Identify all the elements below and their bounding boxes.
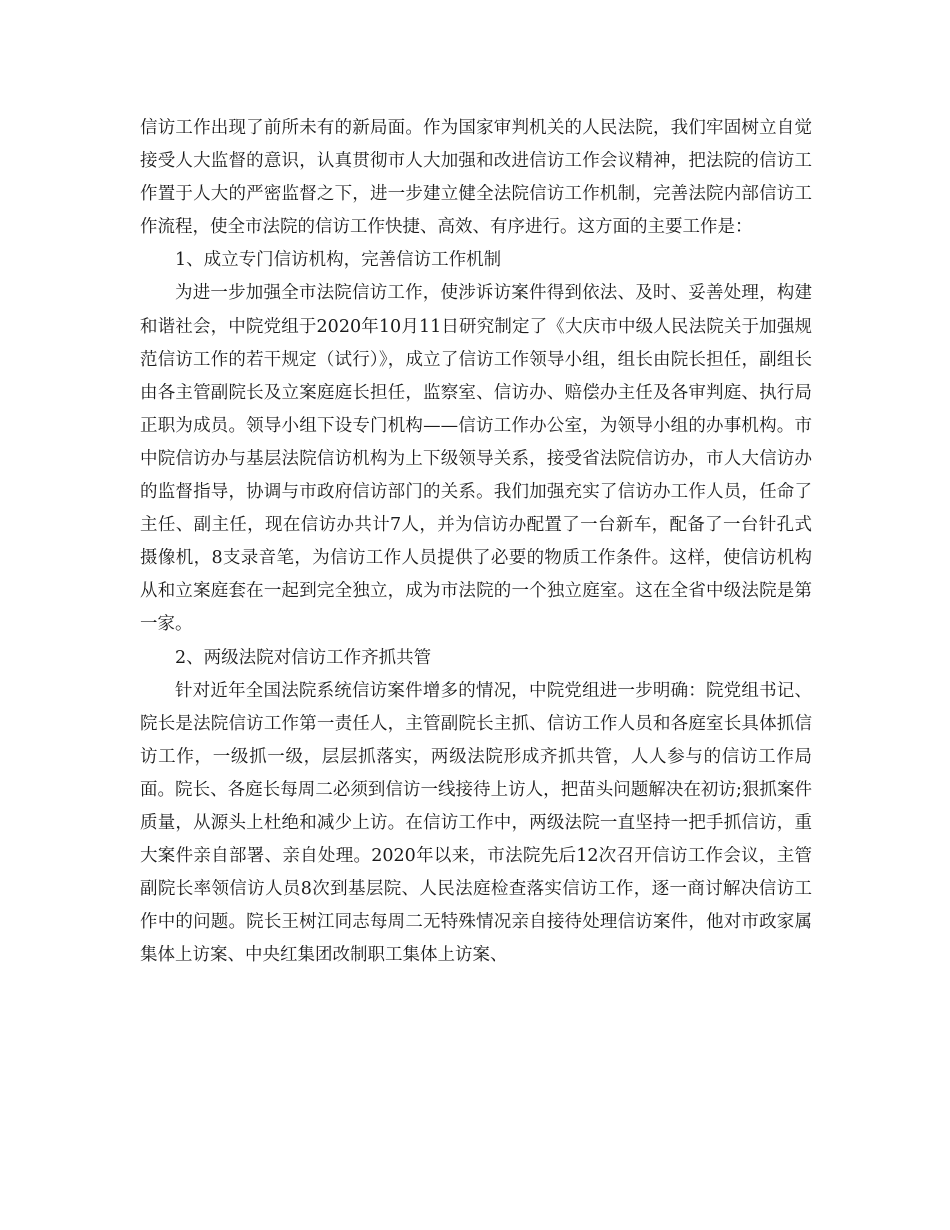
paragraph-body-1: 为进一步加强全市法院信访工作，使涉诉访案件得到依法、及时、妥善处理，构建和谐社会，中院党组于2020年10月11日研究制定了《大庆市中级人民法院关于加强规范信访工作的若干规定（试行）》，成立了信访工作领导小组，组长由院长担任，副组长由各主管副院长及立案庭庭长担任，监察室、信访办、赔偿办主任及各审判庭、执行局正职为成员。领导小组下设专门机构——信访工作办公室，为领导小组的办事机构。市中院信访办与基层法院信访机构为上下级领导关系，接受省法院信访办，市人大信访办的监督指导，协调与市政府信访部门的关系。我们加强充实了信访办工作人员，任命了主任、副主任，现在信访办共计7人，并为信访办配置了一台新车，配备了一台针孔式摄像机，8支录音笔，为信访工作人员提供了必要的物质工作条件。这样，使信访机构从和立案庭套在一起到完全独立，成为市法院的一个独立庭室。这在全省中级法院是第一家。 [140, 283, 812, 635]
paragraph-continuation: 信访工作出现了前所未有的新局面。作为国家审判机关的人民法院，我们牢固树立自觉接受人大监督的意识，认真贯彻市人大加强和改进信访工作会议精神，把法院的信访工作置于人大的严密监督之下，进一步建立健全法院信访工作机制，完善法院内部信访工作流程，使全市法院的信访工作快捷、高效、有序进行。这方面的主要工作是： [140, 118, 812, 238]
paragraph-body-2: 针对近年全国法院系统信访案件增多的情况，中院党组进一步明确：院党组书记、院长是法院信访工作第一责任人，主管副院长主抓、信访工作人员和各庭室长具体抓信访工作，一级抓一级，层层抓落实，两级法院形成齐抓共管，人人参与的信访工作局面。院长、各庭长每周二必须到信访一线接待上访人，把苗头问题解决在初访;狠抓案件质量，从源头上杜绝和减少上访。在信访工作中，两级法院一直坚持一把手抓信访，重大案件亲自部署、亲自处理。2020年以来，市法院先后12次召开信访工作会议，主管副院长率领信访人员8次到基层院、人民法庭检查落实信访工作，逐一商讨解决信访工作中的问题。院长王树江同志每周二无特殊情况亲自接待处理信访案件，他对市政家属集体上访案、中央红集团改制职工集体上访案、 [140, 680, 812, 966]
document-body [140, 112, 812, 972]
section-heading-2: 2、两级法院对信访工作齐抓共管 [175, 647, 432, 668]
section-heading-1: 1、成立专门信访机构，完善信访工作机制 [175, 250, 502, 271]
